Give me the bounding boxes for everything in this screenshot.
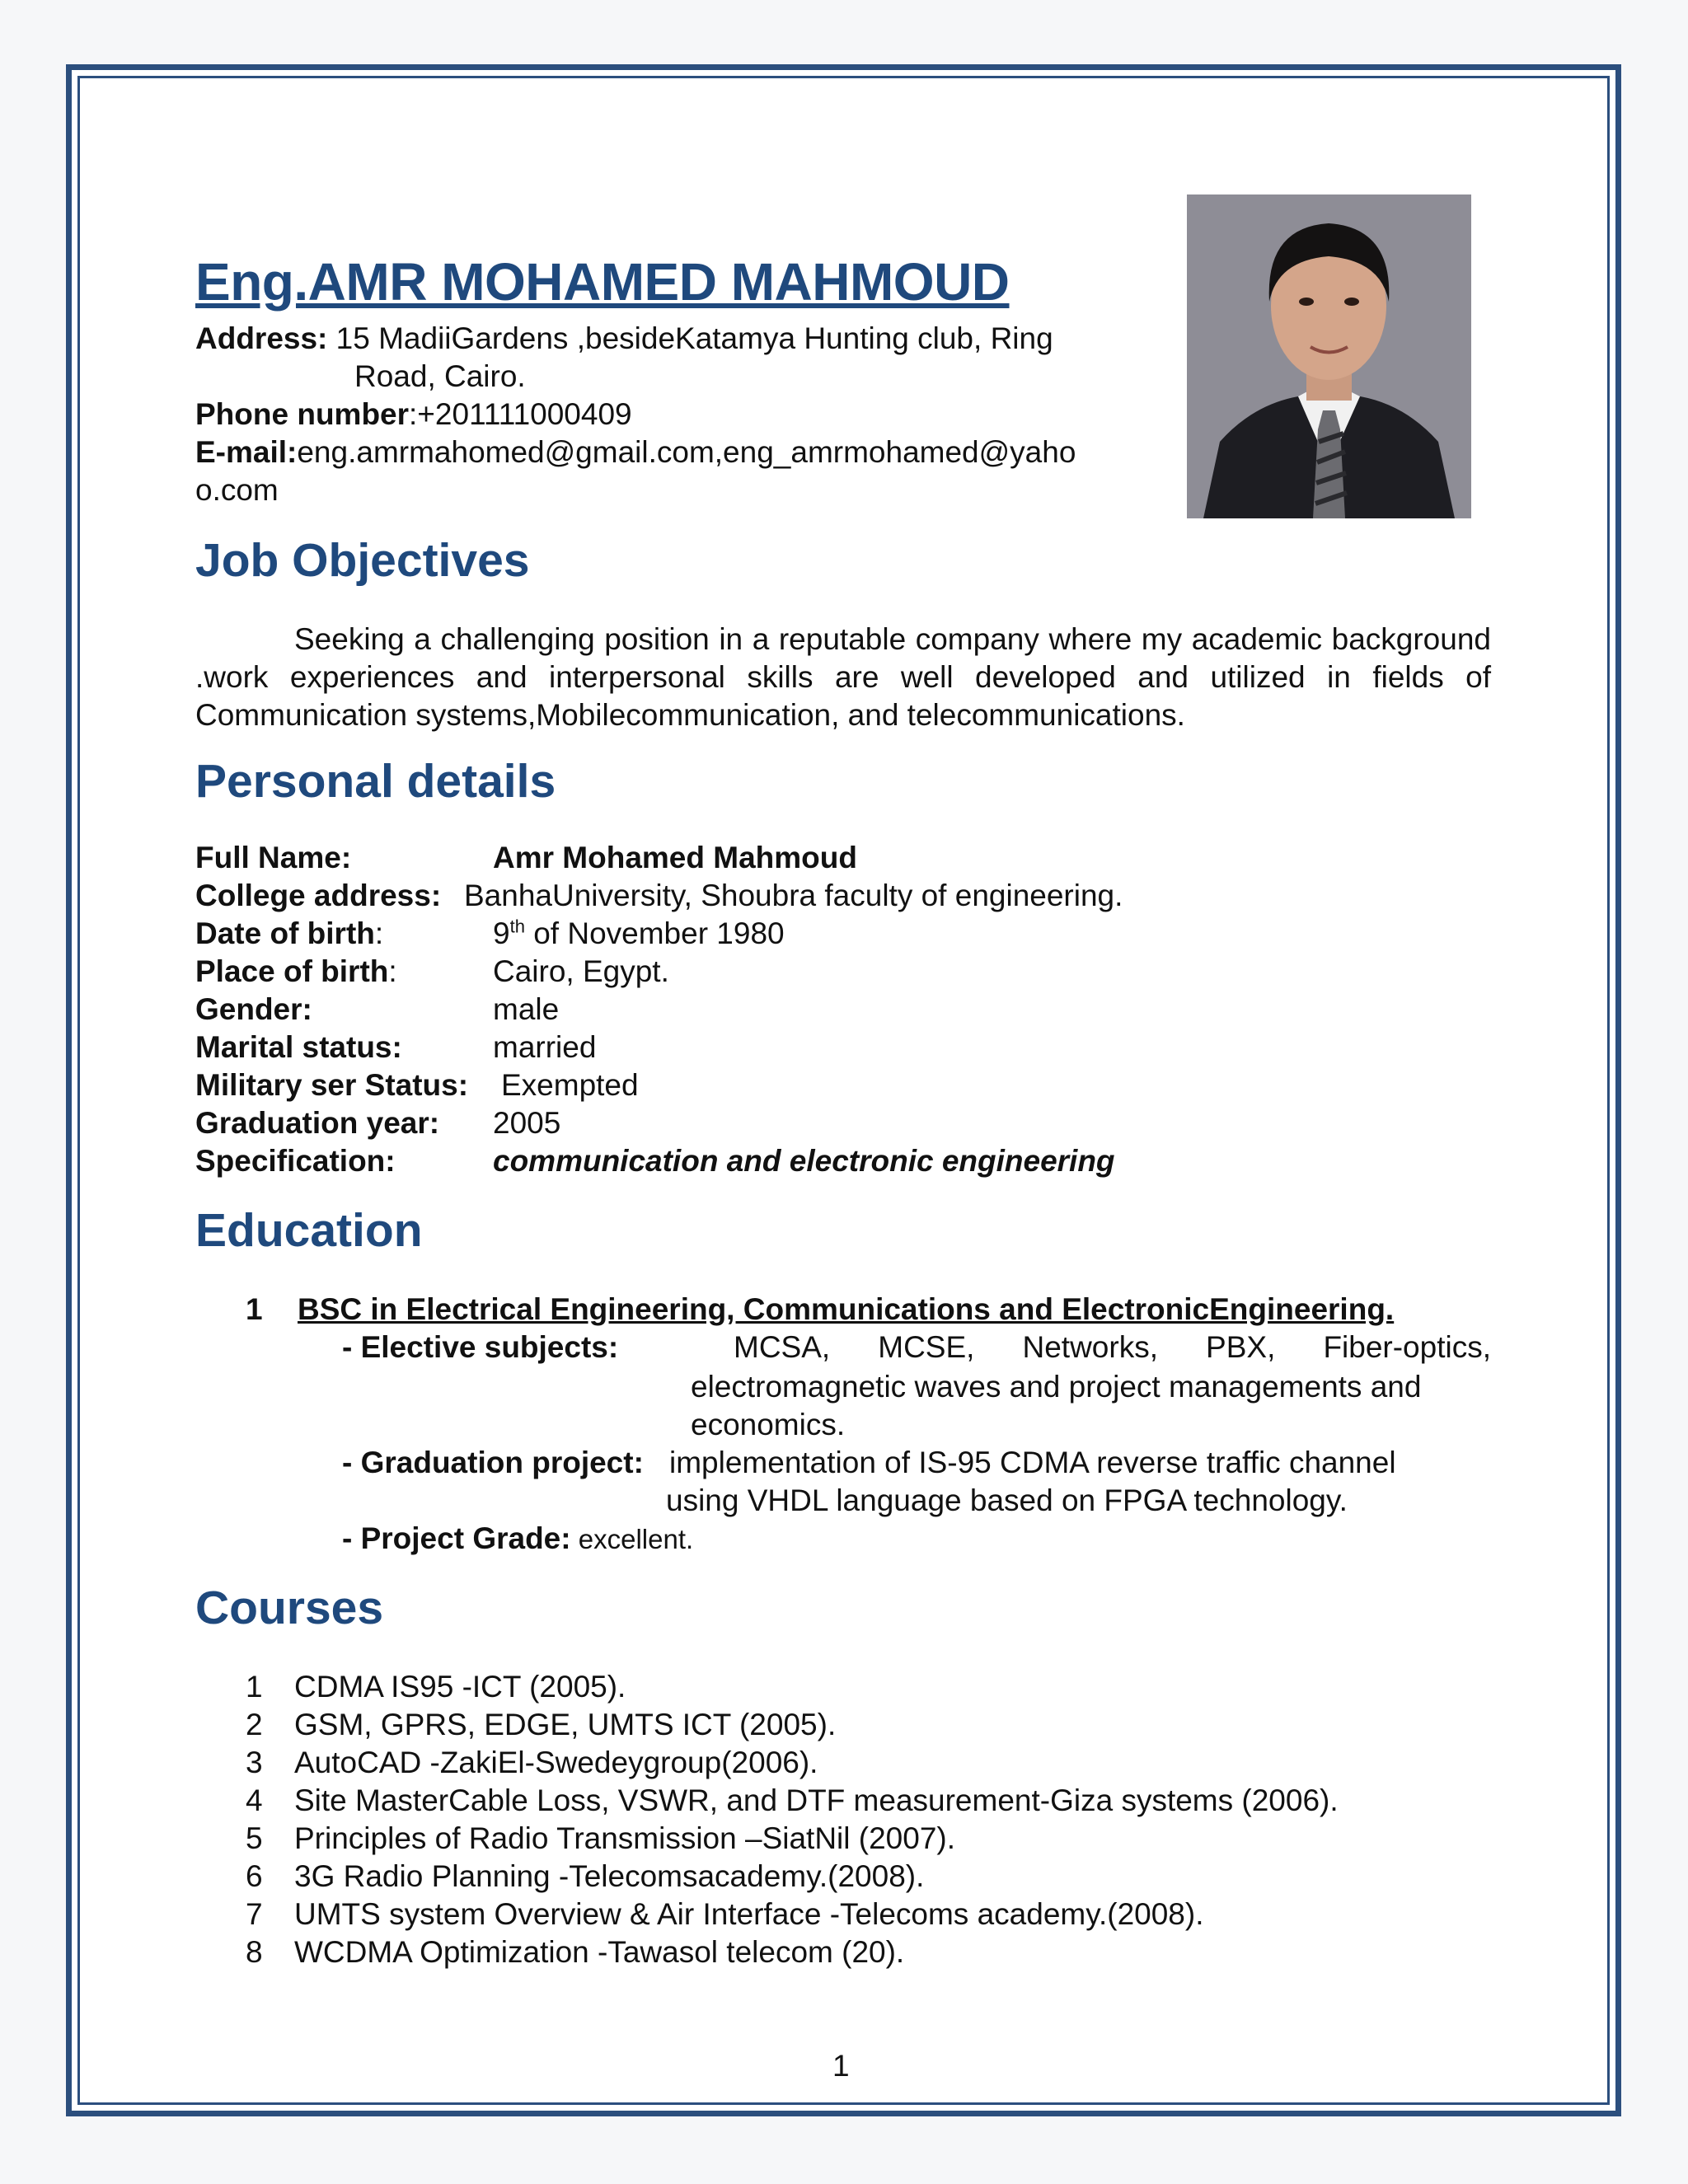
- profile-photo: [1187, 194, 1471, 518]
- course-number: 5: [246, 1821, 263, 1855]
- elective-value-3: economics.: [691, 1408, 846, 1441]
- course-item: 3G Radio Planning -Telecomsacademy.(2008).: [294, 1859, 925, 1893]
- dob-value: [493, 916, 785, 951]
- course-number: 2: [246, 1708, 263, 1741]
- graduation-project-label: - Graduation project:: [342, 1446, 644, 1479]
- pob-label-text: Place of birth: [195, 954, 389, 988]
- pob-label: [195, 954, 397, 989]
- phone-label: Phone number: [195, 397, 410, 431]
- gender-label: Gender:: [195, 992, 312, 1026]
- course-number: 4: [246, 1783, 263, 1817]
- course-number: 7: [246, 1897, 263, 1931]
- graduation-value: 2005: [493, 1106, 561, 1140]
- military-value: Exempted: [501, 1068, 639, 1102]
- phone-value: :+201111000409: [409, 397, 632, 431]
- job-objectives-heading: Job Objectives: [195, 534, 530, 587]
- dob-colon: :: [374, 916, 384, 950]
- course-number: 3: [246, 1746, 263, 1779]
- email-line-2: o.com: [195, 473, 279, 507]
- dob-suffix: th: [509, 916, 525, 937]
- personal-details-heading: Personal details: [195, 755, 556, 808]
- course-number: 8: [246, 1935, 263, 1969]
- course-item: CDMA IS95 -ICT (2005).: [294, 1670, 626, 1704]
- military-label: Military ser Status:: [195, 1068, 469, 1102]
- dob-day: 9: [493, 916, 510, 950]
- page-number: 1: [832, 2049, 850, 2083]
- marital-value: married: [493, 1030, 597, 1064]
- education-degree: BSC in Electrical Engineering, Communications and ElectronicEngineering.: [298, 1292, 1395, 1326]
- full-name-value: Amr Mohamed Mahmoud: [493, 841, 857, 874]
- address-value: 15 MadiiGardens ,besideKatamya Hunting club, Ring: [327, 321, 1053, 355]
- address-line: [195, 321, 1053, 356]
- full-name-label: Full Name:: [195, 841, 352, 874]
- course-number: 1: [246, 1670, 263, 1704]
- project-grade-label: - Project Grade:: [342, 1521, 571, 1555]
- specification-label: Specification:: [195, 1144, 396, 1178]
- education-heading: Education: [195, 1204, 423, 1257]
- elective-label: - Elective subjects:: [342, 1330, 619, 1364]
- address-line-2: Road, Cairo.: [354, 359, 526, 393]
- course-item: Site MasterCable Loss, VSWR, and DTF measurement-Giza systems (2006).: [294, 1783, 1339, 1817]
- course-item: GSM, GPRS, EDGE, UMTS ICT (2005).: [294, 1708, 837, 1741]
- address-label: Address:: [195, 321, 328, 355]
- pob-colon: :: [388, 954, 397, 988]
- course-item: Principles of Radio Transmission –SiatNil (2007).: [294, 1821, 956, 1855]
- graduation-project-value-2: using VHDL language based on FPGA technology.: [666, 1483, 1348, 1517]
- email-line: [195, 435, 1076, 470]
- pob-value: Cairo, Egypt.: [493, 954, 669, 988]
- course-item: AutoCAD -ZakiEl-Swedeygroup(2006).: [294, 1746, 818, 1779]
- elective-value-2: electromagnetic waves and project managements and: [691, 1370, 1422, 1404]
- dob-rest: of November 1980: [524, 916, 785, 950]
- marital-label: Marital status:: [195, 1030, 402, 1064]
- education-number: 1: [246, 1292, 263, 1326]
- specification-value: communication and electronic engineering: [493, 1144, 1115, 1178]
- college-label: College address:: [195, 879, 442, 912]
- email-value: eng.amrmahomed@gmail.com,eng_amrmohamed@yaho: [297, 435, 1076, 469]
- phone-line: [195, 397, 632, 432]
- graduation-label: Graduation year:: [195, 1106, 440, 1140]
- elective-value-1: MCSA, MCSE, Networks, PBX, Fiber-optics,: [734, 1330, 1491, 1364]
- graduation-project-value-1: implementation of IS-95 CDMA reverse traffic channel: [669, 1446, 1396, 1479]
- project-grade-value: excellent.: [570, 1524, 694, 1554]
- candidate-name: Eng.AMR MOHAMED MAHMOUD: [195, 252, 1010, 312]
- email-label: E-mail:: [195, 435, 298, 469]
- job-objectives-text: Seeking a challenging position in a reputable company where my academic background .work experiences and interpersonal skills are well developed and utilized in fields of Communication systems,Mobilecommunication, and telecommunications.: [195, 622, 1491, 732]
- gender-value: male: [493, 992, 560, 1026]
- dob-label-text: Date of birth: [195, 916, 375, 950]
- course-number: 6: [246, 1859, 263, 1893]
- dob-label: [195, 916, 383, 951]
- college-value: BanhaUniversity, Shoubra faculty of engineering.: [464, 879, 1123, 912]
- project-grade-line: [342, 1521, 693, 1556]
- course-item: WCDMA Optimization -Tawasol telecom (20).: [294, 1935, 905, 1969]
- course-item: UMTS system Overview & Air Interface -Telecoms academy.(2008).: [294, 1897, 1204, 1931]
- courses-heading: Courses: [195, 1582, 384, 1634]
